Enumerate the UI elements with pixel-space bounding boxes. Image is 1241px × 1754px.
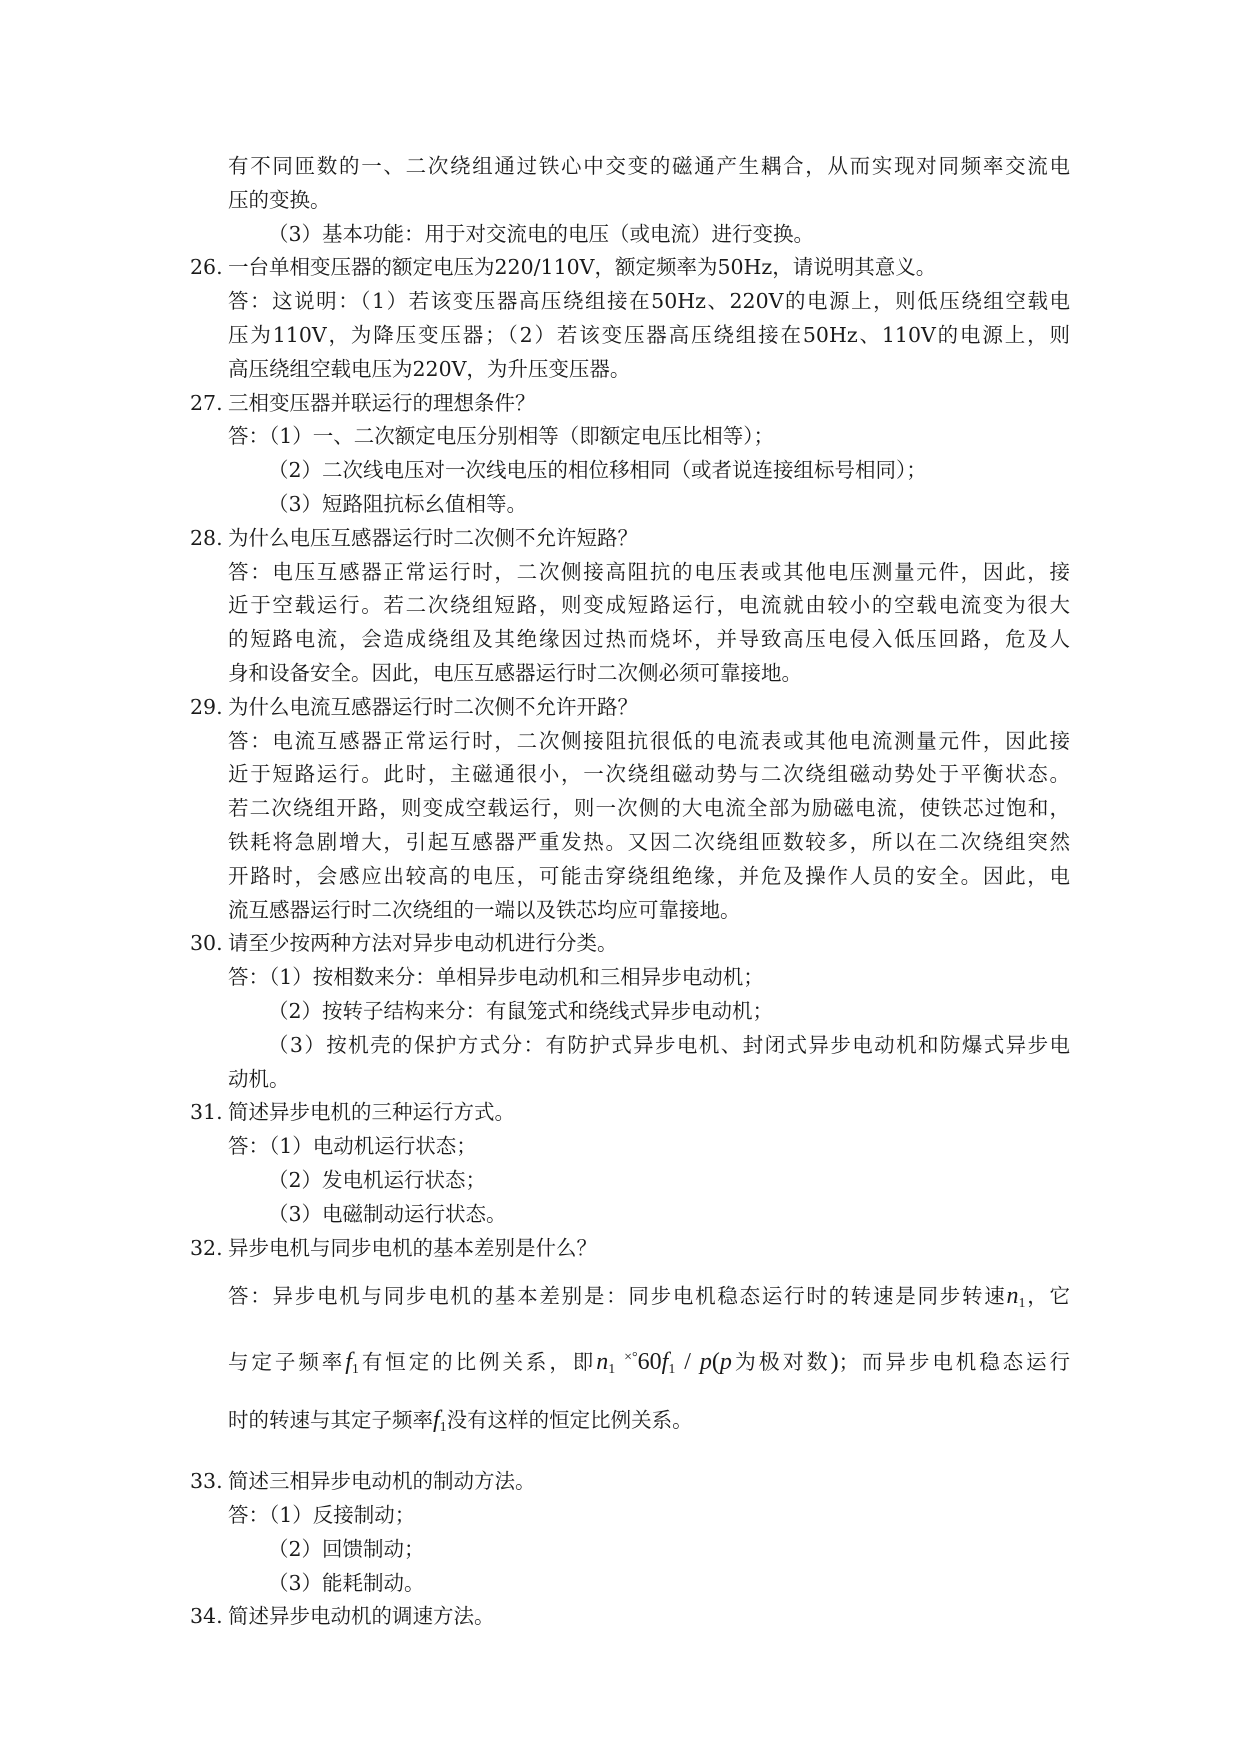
question-line	[190, 1232, 1070, 1266]
line-text: 三相变压器并联运行的理想条件？	[228, 390, 536, 415]
line-text: （2）按转子结构来分：有鼠笼式和绕线式异步电动机；	[268, 998, 774, 1023]
line-text: 的短路电流，会造成绕组及其绝缘因过热而烧坏，并导致高压电侵入低压回路，危及人	[228, 627, 1070, 652]
question-line	[190, 387, 1070, 421]
question-number: 28.	[190, 525, 223, 550]
symbol-n1: $n_1$	[1006, 1283, 1026, 1312]
line-text: 开路时，会感应出较高的电压，可能击穿绕组绝缘，并危及操作人员的安全。因此，电	[228, 863, 1070, 888]
question-number: 26.	[190, 255, 223, 280]
line-text: 答：（1）按相数来分：单相异步电动机和三相异步电动机；	[228, 965, 764, 990]
line-text: （3）按机壳的保护方式分：有防护式异步电机、封闭式异步电动机和防爆式异步电	[268, 1032, 1070, 1057]
line-text: （3）短路阻抗标幺值相等。	[268, 491, 528, 516]
question-line	[190, 251, 1070, 285]
text-line	[190, 1130, 1070, 1164]
text-line	[190, 623, 1070, 657]
answer-32-text-1: 答：异步电机与同步电机的基本差别是：同步电机稳态运行时的转速是同步转速	[228, 1284, 1007, 1309]
text-line	[190, 1164, 1070, 1198]
line-text: 简述异步电动机的调速方法。	[228, 1604, 495, 1629]
symbol-f1: $f_1$	[433, 1407, 447, 1436]
question-number: 32.	[190, 1235, 223, 1260]
line-text: 若二次绕组开路，则变成空载运行，则一次侧的大电流全部为励磁电流，使铁芯过饱和，	[228, 796, 1070, 821]
line-text: （3）基本功能：用于对交流电的电压（或电流）进行变换。	[268, 221, 815, 246]
text-line	[190, 488, 1070, 522]
text-line	[190, 353, 1070, 387]
answer-32	[190, 1265, 1070, 1451]
text-line	[190, 1198, 1070, 1232]
line-text: 一台单相变压器的额定电压为220/110V，额定频率为50Hz，请说明其意义。	[228, 255, 937, 280]
line-text: 铁耗将急剧增大，引起互感器严重发热。又因二次绕组匝数较多，所以在二次绕组突然	[228, 829, 1070, 854]
text-line	[190, 218, 1070, 252]
question-line	[190, 1465, 1070, 1499]
line-text: 流互感器运行时二次绕组的一端以及铁芯均应可靠接地。	[228, 897, 741, 922]
line-text: 简述三相异步电动机的制动方法。	[228, 1469, 536, 1494]
line-text: 答：电压互感器正常运行时，二次侧接高阻抗的电压表或其他电压测量元件，因此，接	[228, 559, 1070, 584]
line-text: 异步电机与同步电机的基本差别是什么？	[228, 1235, 597, 1260]
text-line	[190, 995, 1070, 1029]
text-line	[190, 1499, 1070, 1533]
text-column	[190, 150, 1070, 1634]
text-line	[190, 1029, 1070, 1063]
text-line	[190, 1533, 1070, 1567]
formula-n1: $n_1$ $^{\times^\circ}60f_1 / p(p$为极对数)	[596, 1349, 839, 1378]
line-text: （2）发电机运行状态；	[268, 1167, 487, 1192]
text-line	[190, 792, 1070, 826]
question-number: 27.	[190, 390, 223, 415]
line-text: 请至少按两种方法对异步电动机进行分类。	[228, 931, 618, 956]
line-text: （2）回馈制动；	[268, 1536, 425, 1561]
text-line	[190, 556, 1070, 590]
text-line	[190, 894, 1070, 928]
text-block-after	[190, 1465, 1070, 1634]
text-line	[190, 1567, 1070, 1601]
question-line	[190, 1096, 1070, 1130]
text-block-before	[190, 150, 1070, 1265]
text-line	[190, 319, 1070, 353]
line-text: 答：（1）一、二次额定电压分别相等（即额定电压比相等）；	[228, 424, 775, 449]
line-text: 答：（1）电动机运行状态；	[228, 1134, 477, 1159]
line-text: 为什么电流互感器运行时二次侧不允许开路？	[228, 694, 638, 719]
line-text: 有不同匝数的一、二次绕组通过铁心中交变的磁通产生耦合，从而实现对同频率交流电	[228, 154, 1070, 178]
line-text: 动机。	[228, 1066, 290, 1091]
answer-32-line-3: 时的转速与其定子频率$f_1$没有这样的恒定比例关系。	[228, 1407, 693, 1436]
line-text: 答：（1）反接制动；	[228, 1503, 416, 1528]
answer-32-line-1: 答：异步电机与同步电机的基本差别是：同步电机稳态运行时的转速是同步转速$n_1$，它	[228, 1283, 1071, 1312]
line-text: 答：这说明：（1）若该变压器高压绕组接在50Hz、220V的电源上，则低压绕组空载电	[228, 289, 1070, 314]
text-line	[190, 1063, 1070, 1097]
question-number: 31.	[190, 1100, 223, 1125]
answer-32-line-2: 与定子频率$f_1$有恒定的比例关系，即$n_1$ $^{\times^\circ}60f_1 / p(p$为极对数)；而异步电机稳态运行	[228, 1349, 1071, 1378]
line-text: （3）电磁制动运行状态。	[268, 1201, 507, 1226]
question-number: 30.	[190, 931, 223, 956]
question-number: 34.	[190, 1604, 223, 1629]
text-line	[190, 589, 1070, 623]
line-text: 高压绕组空载电压为220V，为升压变压器。	[228, 356, 631, 381]
text-line	[190, 285, 1070, 319]
line-text: 压为110V，为降压变压器；（2）若该变压器高压绕组接在50Hz、110V的电源上，则	[228, 322, 1070, 347]
line-text: 简述异步电机的三种运行方式。	[228, 1100, 515, 1125]
line-text: 近于空载运行。若二次绕组短路，则变成短路运行，电流就由较小的空载电流变为很大	[228, 593, 1070, 618]
line-text: （3）能耗制动。	[268, 1570, 425, 1595]
line-text: 答：电流互感器正常运行时，二次侧接阻抗很低的电流表或其他电流测量元件，因此接	[228, 728, 1070, 753]
question-line	[190, 1600, 1070, 1634]
question-line	[190, 522, 1070, 556]
line-text: 压的变换。	[228, 187, 331, 212]
text-line	[190, 454, 1070, 488]
text-line	[190, 961, 1070, 995]
text-line	[190, 420, 1070, 454]
question-line	[190, 691, 1070, 725]
line-text: （2）二次线电压对一次线电压的相位移相同（或者说连接组标号相同）；	[268, 458, 927, 483]
text-line	[190, 657, 1070, 691]
line-text: 为什么电压互感器运行时二次侧不允许短路？	[228, 525, 638, 550]
question-number: 33.	[190, 1469, 223, 1494]
text-line	[190, 184, 1070, 218]
question-line	[190, 927, 1070, 961]
text-line	[190, 826, 1070, 860]
text-line	[190, 725, 1070, 759]
text-line	[190, 150, 1070, 184]
line-text: 身和设备安全。因此，电压互感器运行时二次侧必须可靠接地。	[228, 660, 802, 685]
line-text: 近于短路运行。此时，主磁通很小，一次绕组磁动势与二次绕组磁动势处于平衡状态。	[228, 762, 1070, 787]
text-line	[190, 758, 1070, 792]
question-number: 29.	[190, 694, 223, 719]
symbol-f1: $f_1$	[345, 1349, 359, 1378]
text-line	[190, 860, 1070, 894]
